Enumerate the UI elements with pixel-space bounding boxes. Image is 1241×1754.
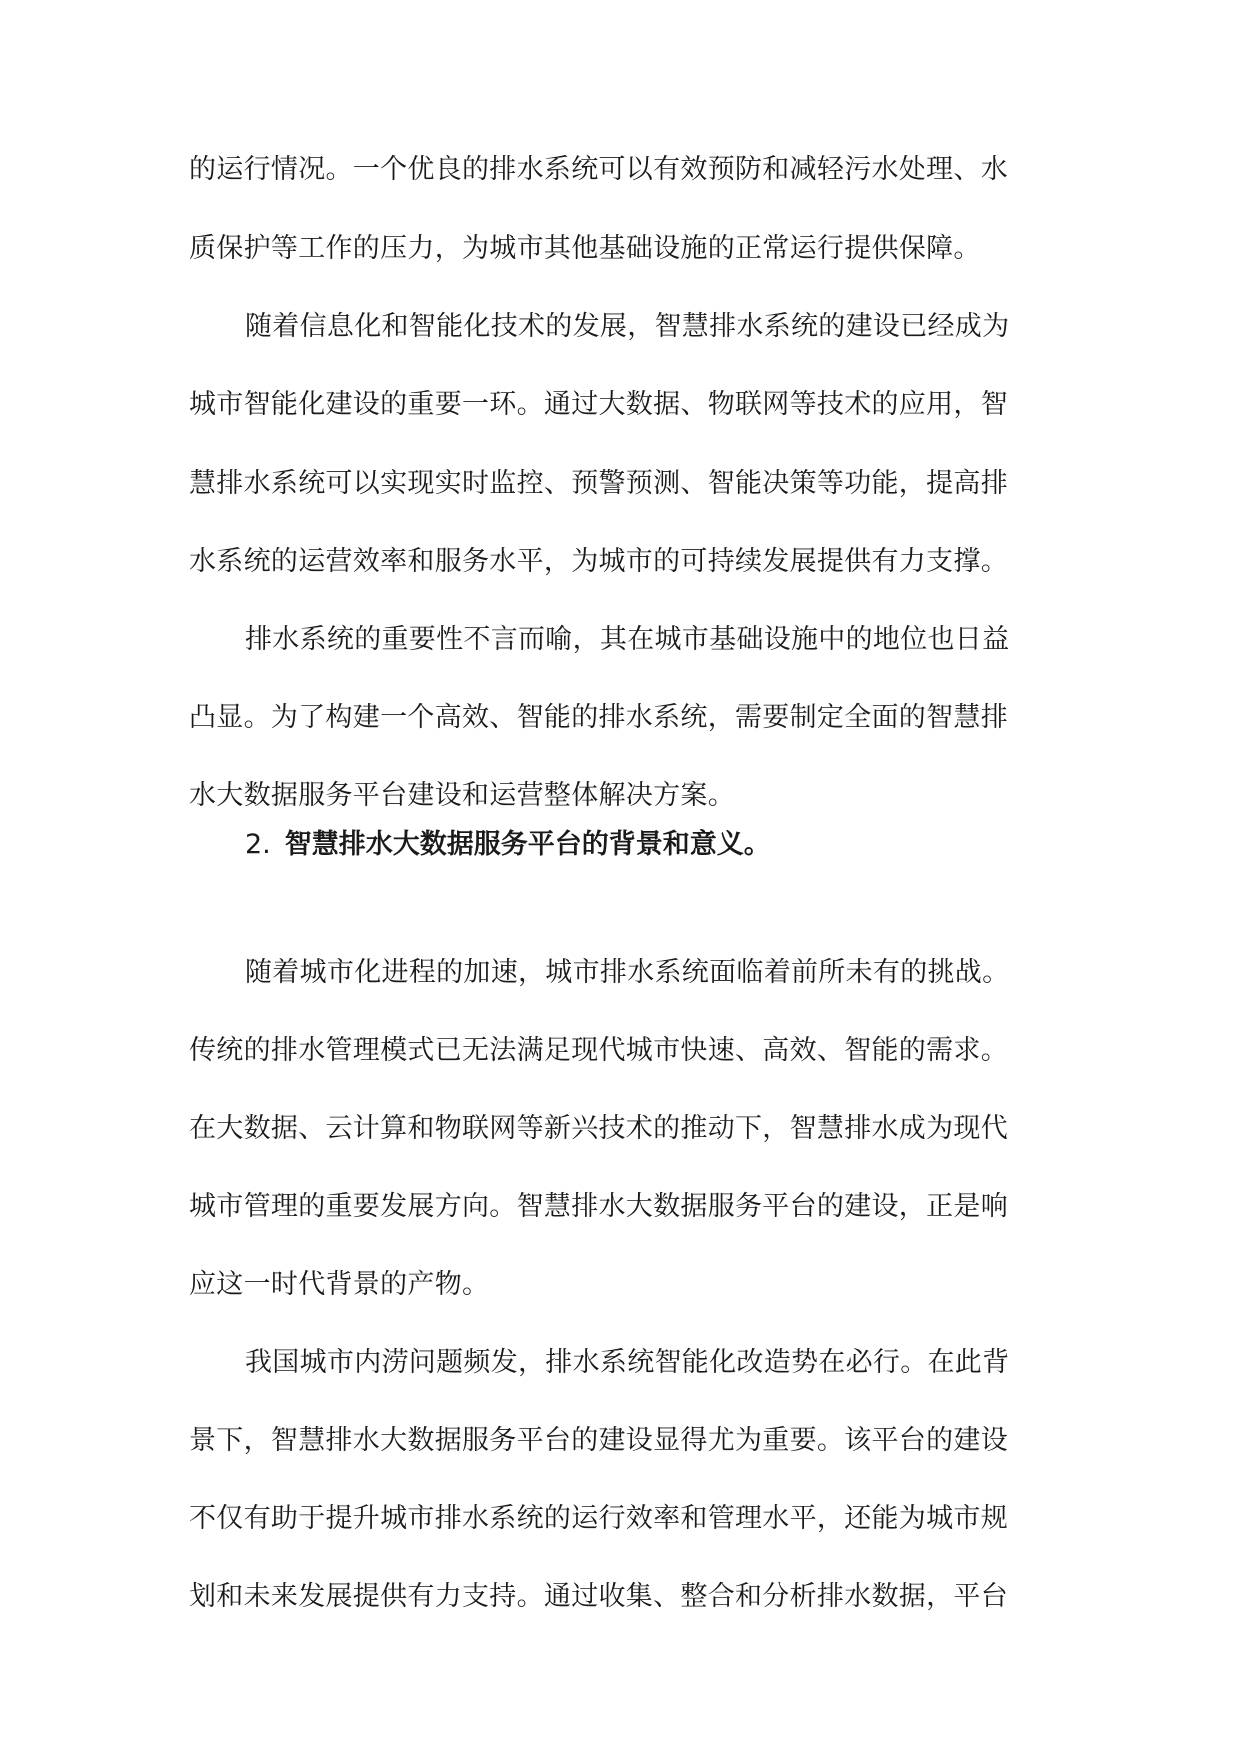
body-text-line: 水大数据服务平台建设和运营整体解决方案。 bbox=[189, 780, 735, 811]
body-text-line: 凸显。为了构建一个高效、智能的排水系统，需要制定全面的智慧排 bbox=[189, 702, 1008, 733]
section-heading bbox=[245, 825, 771, 865]
body-text-line: 划和未来发展提供有力支持。通过收集、整合和分析排水数据，平台 bbox=[189, 1581, 1008, 1612]
body-text-line: 的运行情况。一个优良的排水系统可以有效预防和减轻污水处理、水 bbox=[189, 154, 1008, 185]
body-text-line: 不仅有助于提升城市排水系统的运行效率和管理水平，还能为城市规 bbox=[189, 1503, 1008, 1534]
body-text-line: 城市智能化建设的重要一环。通过大数据、物联网等技术的应用，智 bbox=[189, 389, 1008, 420]
body-text-line: 城市管理的重要发展方向。智慧排水大数据服务平台的建设，正是响 bbox=[189, 1191, 1008, 1222]
paragraph-first-line: 随着信息化和智能化技术的发展，智慧排水系统的建设已经成为 bbox=[245, 311, 1010, 342]
section-title: 智慧排水大数据服务平台的背景和意义。 bbox=[284, 829, 771, 860]
paragraph-first-line: 我国城市内涝问题频发，排水系统智能化改造势在必行。在此背 bbox=[245, 1347, 1010, 1378]
paragraph-first-line: 随着城市化进程的加速，城市排水系统面临着前所未有的挑战。 bbox=[245, 957, 1010, 988]
body-text-line: 水系统的运营效率和服务水平，为城市的可持续发展提供有力支撑。 bbox=[189, 546, 1008, 577]
body-text-line: 质保护等工作的压力，为城市其他基础设施的正常运行提供保障。 bbox=[189, 233, 981, 264]
body-text-line: 慧排水系统可以实现实时监控、预警预测、智能决策等功能，提高排 bbox=[189, 468, 1008, 499]
paragraph-first-line: 排水系统的重要性不言而喻，其在城市基础设施中的地位也日益 bbox=[245, 624, 1010, 655]
body-text-line: 传统的排水管理模式已无法满足现代城市快速、高效、智能的需求。 bbox=[189, 1035, 1008, 1066]
body-text-line: 在大数据、云计算和物联网等新兴技术的推动下，智慧排水成为现代 bbox=[189, 1113, 1008, 1144]
section-number: 2. bbox=[245, 829, 271, 860]
body-text-line: 应这一时代背景的产物。 bbox=[189, 1269, 490, 1300]
body-text-line: 景下，智慧排水大数据服务平台的建设显得尤为重要。该平台的建设 bbox=[189, 1425, 1008, 1456]
